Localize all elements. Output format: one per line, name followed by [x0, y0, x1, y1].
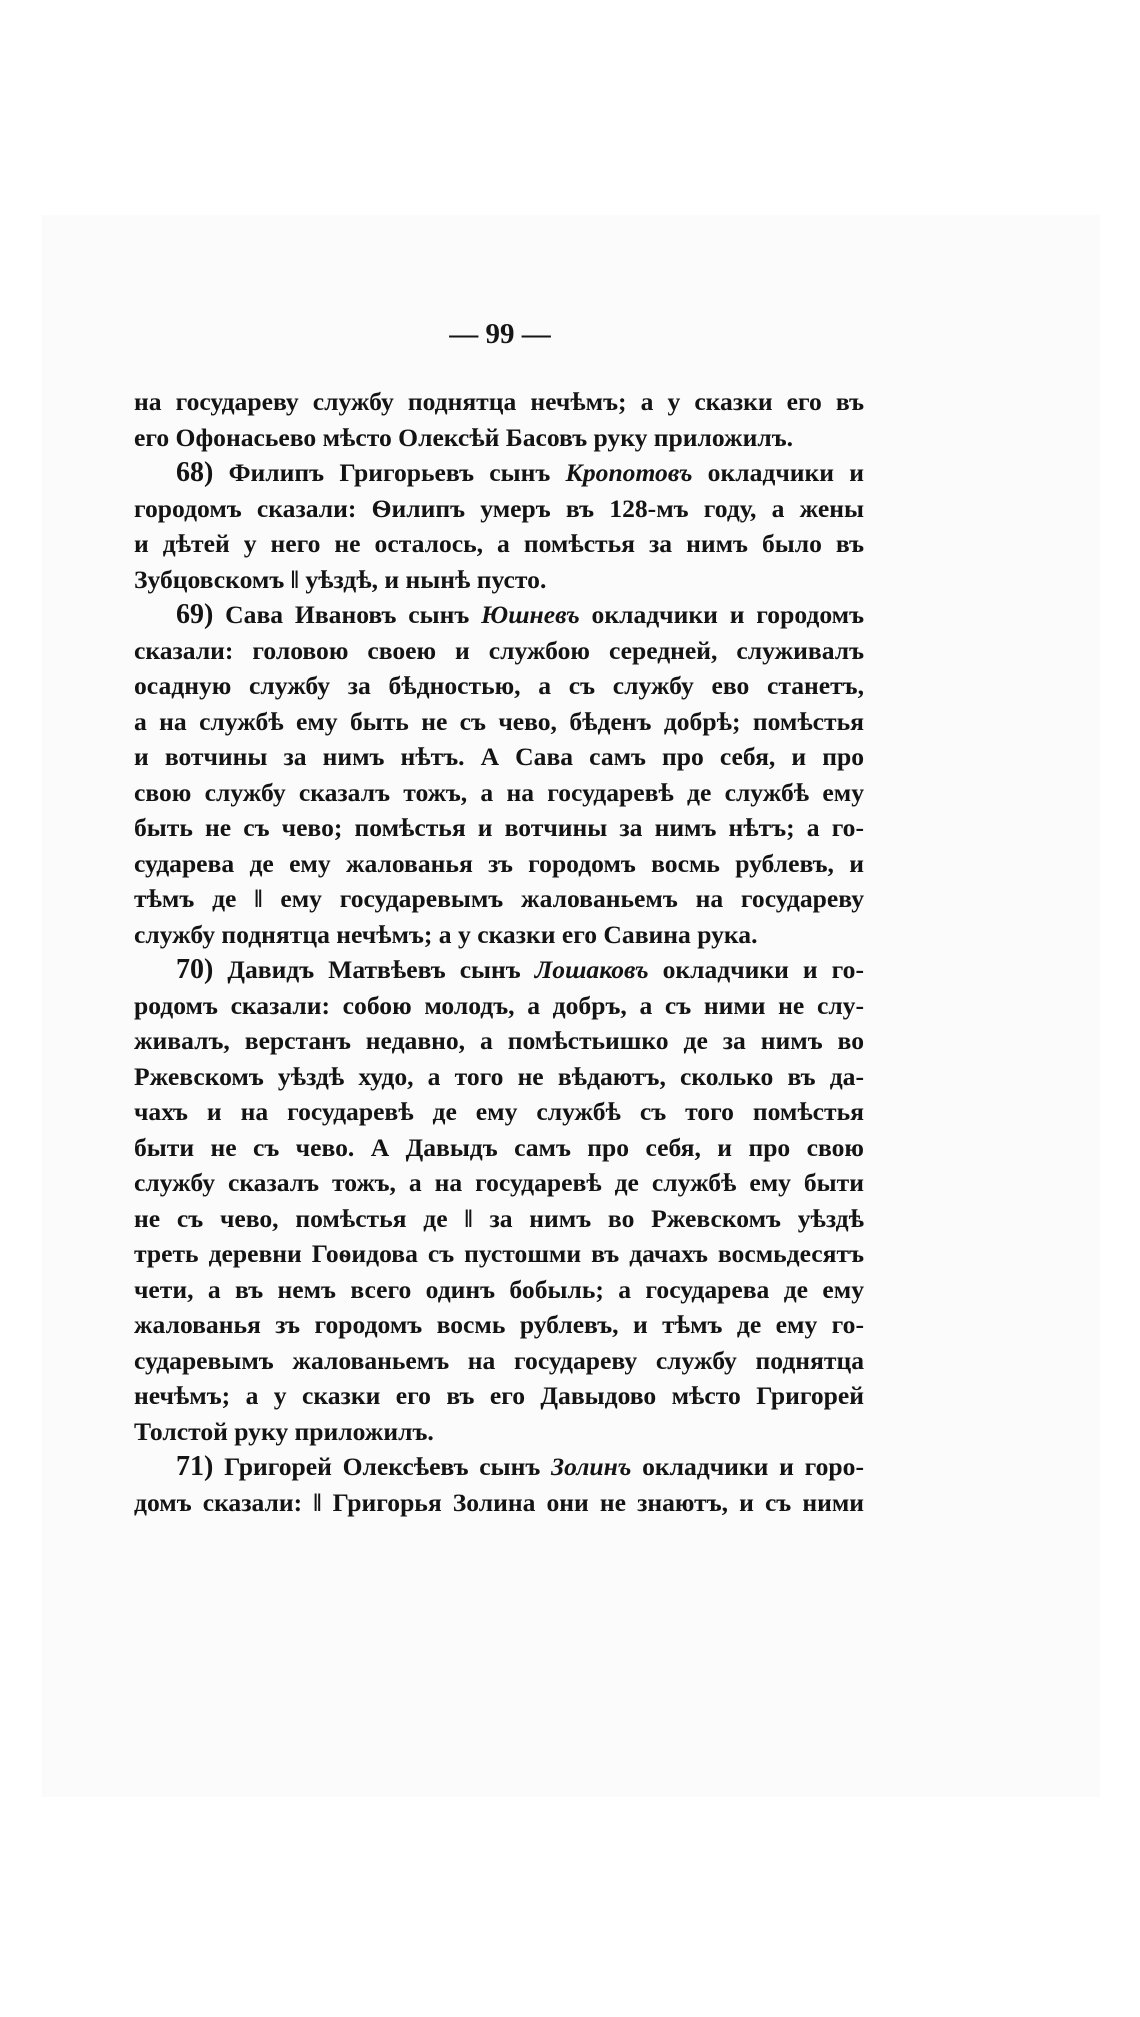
line-text: службу поднятца нечѣмъ; а у сказки его Савина рука. — [134, 919, 758, 949]
text-line — [134, 1023, 864, 1059]
text-line — [134, 917, 864, 953]
text-line — [134, 988, 864, 1024]
line-text: сказали: головою своею и службою середней, служивалъ — [134, 635, 864, 665]
line-text: треть деревни Гоѳидова съ пустошми въ дачахъ восмьдесятъ — [134, 1239, 864, 1268]
line-text: родомъ сказали: собою молодъ, а добръ, а съ ними не слу- — [134, 990, 864, 1020]
line-text: Давидъ Матвѣевъ сынъ — [213, 955, 535, 984]
paragraph — [134, 597, 864, 952]
text-line — [134, 1236, 864, 1272]
text-line — [134, 1307, 864, 1343]
line-text: и дѣтей у него не осталось, а помѣстья за нимъ было въ — [134, 529, 864, 558]
text-line — [134, 597, 864, 633]
line-text: и вотчины за нимъ нѣтъ. А Сава самъ про себя, и про — [134, 742, 864, 771]
line-text: домъ сказали: ‖ Григорья Золина они не знаютъ, и съ ними — [134, 1487, 864, 1517]
text-line — [134, 1449, 864, 1485]
text-line — [134, 420, 864, 456]
text-line — [134, 1414, 864, 1450]
text-line — [134, 952, 864, 988]
line-text: сударевымъ жалованьемъ на государеву службу поднятца — [134, 1345, 864, 1375]
line-text: тѣмъ де ‖ ему государевымъ жалованьемъ на государеву — [134, 884, 864, 913]
text-line — [134, 633, 864, 669]
entry-number: 68) — [176, 457, 214, 488]
text-line — [134, 455, 864, 491]
line-text: чахъ и на государевѣ де ему службѣ съ того помѣстья — [134, 1097, 864, 1126]
line-text: Ржевскомъ уѣздѣ худо, а того не вѣдаютъ, сколько въ да- — [134, 1061, 864, 1091]
text-line — [134, 881, 864, 917]
text-line — [134, 846, 864, 882]
line-text: Сава Ивановъ сынъ — [213, 600, 482, 629]
text-line — [134, 1201, 864, 1237]
paragraph — [134, 952, 864, 1449]
page-number: — 99 — — [449, 318, 551, 350]
line-text: быти не съ чево. А Давыдъ самъ про себя, и про свою — [134, 1132, 864, 1162]
body-text — [134, 384, 864, 1520]
line-text: окладчики и городомъ — [579, 600, 864, 629]
paragraph — [134, 384, 864, 455]
text-line — [134, 384, 864, 420]
entry-number: 70) — [176, 954, 214, 985]
text-line — [134, 491, 864, 527]
line-text: сударева де ему жалованья зъ городомъ восмь рублевъ, и — [134, 848, 864, 878]
text-line — [134, 704, 864, 740]
line-text: окладчики и го- — [648, 955, 864, 984]
text-line — [134, 526, 864, 562]
line-text: живалъ, верстанъ недавно, а помѣстьишко де за нимъ во — [134, 1026, 864, 1055]
text-line — [134, 1130, 864, 1166]
paragraph — [134, 1449, 864, 1520]
text-line — [134, 1165, 864, 1201]
text-line — [134, 1272, 864, 1308]
line-text: службу сказалъ тожъ, а на государевѣ де службѣ ему быти — [134, 1168, 864, 1197]
line-text: осадную службу за бѣдностью, а съ службу ево станетъ, — [134, 671, 864, 700]
text-line — [134, 739, 864, 775]
line-text: а на службѣ ему быть не съ чево, бѣденъ добрѣ; помѣстья — [134, 706, 864, 736]
text-line — [134, 1485, 864, 1521]
text-line — [134, 775, 864, 811]
line-text: свою службу сказалъ тожъ, а на государевѣ де службѣ ему — [134, 777, 864, 807]
entry-number: 69) — [176, 599, 214, 630]
text-line — [134, 1378, 864, 1414]
text-line — [134, 668, 864, 704]
line-text: на государеву службу поднятца нечѣмъ; а у сказки его въ — [134, 387, 864, 416]
text-line — [134, 1343, 864, 1379]
line-text: окладчики и — [692, 458, 864, 487]
surname: Лошаковъ — [534, 955, 649, 984]
paragraph — [134, 455, 864, 597]
line-text: его Офонасьево мѣсто Олексѣй Басовъ руку приложилъ. — [134, 422, 794, 452]
line-text: городомъ сказали: Ѳилипъ умеръ въ 128-мъ году, а жены — [134, 493, 864, 523]
line-text: Филипъ Григорьевъ сынъ — [213, 458, 566, 487]
line-text: Зубцовскомъ ‖ уѣздѣ, и нынѣ пусто. — [134, 564, 547, 594]
line-text: Толстой руку приложилъ. — [134, 1416, 434, 1446]
entry-number: 71) — [176, 1451, 214, 1482]
line-text: жалованья зъ городомъ восмь рублевъ, и тѣмъ де ему го- — [134, 1310, 864, 1339]
line-text: быть не съ чево; помѣстья и вотчины за нимъ нѣтъ; а го- — [134, 813, 864, 842]
text-line — [134, 810, 864, 846]
text-line — [134, 562, 864, 598]
text-line — [134, 1094, 864, 1130]
surname: Кропотовъ — [565, 458, 693, 487]
line-text: нечѣмъ; а у сказки его въ его Давыдово мѣсто Григорей — [134, 1381, 864, 1410]
line-text: окладчики и горо- — [631, 1452, 864, 1481]
surname: Юшневъ — [481, 600, 580, 629]
line-text: Григорей Олексѣевъ сынъ — [213, 1452, 552, 1481]
text-line — [134, 1059, 864, 1095]
surname: Золинъ — [551, 1452, 632, 1481]
line-text: не съ чево, помѣстья де ‖ за нимъ во Ржевскомъ уѣздѣ — [134, 1203, 864, 1233]
line-text: чети, а въ немъ всего одинъ бобыль; а государева де ему — [134, 1274, 864, 1304]
